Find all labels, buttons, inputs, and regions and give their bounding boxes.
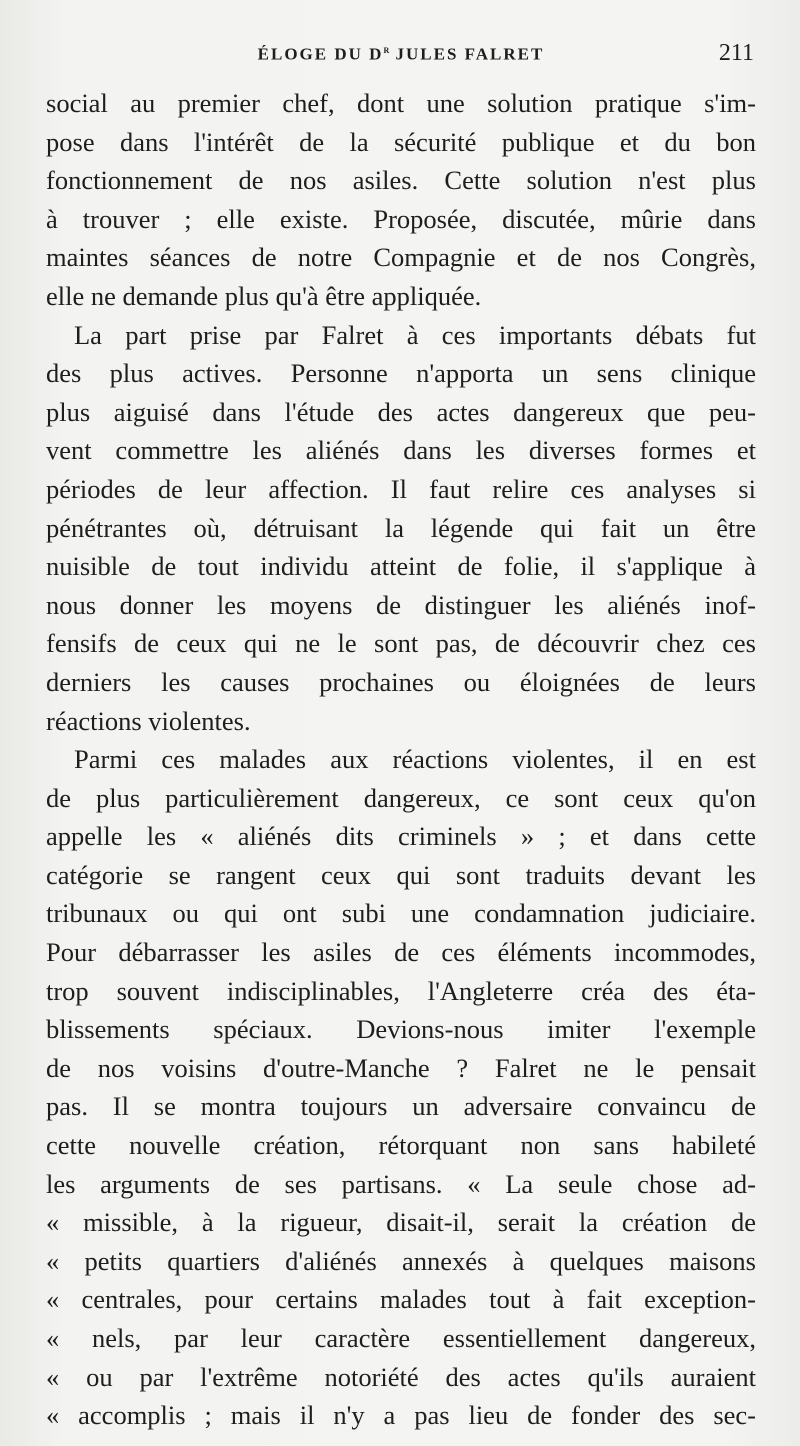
running-title-main: ÉLOGE DU D	[257, 44, 384, 64]
text-line: « petits quartiers d'aliénés annexés à quelques maisons	[46, 1245, 756, 1276]
text-line: derniers les causes prochaines ou éloignées de leurs	[46, 666, 756, 697]
text-line: Parmi ces malades aux réactions violentes, il en est	[74, 744, 756, 775]
text-line: de plus particulièrement dangereux, ce sont ceux qu'on	[46, 782, 756, 813]
text-line: « centrales, pour certains malades tout à fait exception-	[46, 1284, 756, 1315]
text-line: Pour débarrasser les asiles de ces éléments incommodes,	[46, 937, 756, 968]
text-line: trop souvent indisciplinables, l'Angleterre créa des éta-	[46, 975, 756, 1006]
body-text	[46, 84, 756, 1435]
text-line: fonctionnement de nos asiles. Cette solution n'est plus	[46, 165, 756, 196]
text-line: social au premier chef, dont une solution pratique s'im-	[46, 88, 756, 118]
text-line: « nels, par leur caractère essentiellement dangereux,	[46, 1323, 756, 1353]
page-header	[46, 38, 756, 78]
text-line: elle ne demande plus qu'à être appliquée.	[46, 280, 482, 311]
text-line: périodes de leur affection. Il faut relire ces analyses si	[46, 473, 756, 504]
text-line: nuisible de tout individu atteint de folie, il s'applique à	[46, 551, 756, 582]
text-line: appelle les « aliénés dits criminels » ; et dans cette	[46, 821, 756, 852]
running-title-superscript: r	[383, 44, 390, 56]
text-line: plus aiguisé dans l'étude des actes dangereux que peu-	[46, 396, 756, 427]
text-line: blissements spéciaux. Devions-nous imiter l'exemple	[46, 1014, 756, 1045]
running-title-rest: JULES FALRET	[389, 44, 545, 64]
text-line: fensifs de ceux qui ne le sont pas, de découvrir chez ces	[46, 628, 756, 659]
text-line: nous donner les moyens de distinguer les aliénés inof-	[46, 589, 756, 620]
text-line: les arguments de ses partisans. « La seule chose ad-	[46, 1168, 756, 1199]
text-line: réactions violentes.	[46, 705, 251, 736]
text-line: vent commettre les aliénés dans les diverses formes et	[46, 435, 756, 466]
text-line: catégorie se rangent ceux qui sont traduits devant les	[46, 859, 756, 890]
text-line: maintes séances de notre Compagnie et de nos Congrès,	[46, 242, 756, 273]
text-line: tribunaux ou qui ont subi une condamnation judiciaire.	[46, 898, 756, 929]
text-line: pénétrantes où, détruisant la légende qui fait un être	[46, 512, 756, 543]
text-line: « ou par l'extrême notoriété des actes qu'ils auraient	[46, 1361, 756, 1392]
text-line: de nos voisins d'outre-Manche ? Falret ne le pensait	[46, 1052, 756, 1083]
text-line: La part prise par Falret à ces importants débats fut	[74, 319, 756, 350]
text-line: pas. Il se montra toujours un adversaire convaincu de	[46, 1091, 756, 1122]
text-line: à trouver ; elle existe. Proposée, discutée, mûrie dans	[46, 203, 756, 234]
text-line: cette nouvelle création, rétorquant non sans habileté	[46, 1130, 756, 1161]
text-line: des plus actives. Personne n'apporta un sens clinique	[46, 358, 756, 389]
page-number: 211	[718, 40, 754, 66]
text-line: pose dans l'intérêt de la sécurité publique et du bon	[46, 126, 756, 157]
text-line: « missible, à la rigueur, disait-il, serait la création de	[46, 1207, 756, 1238]
text-line: « accomplis ; mais il n'y a pas lieu de fonder des sec-	[46, 1400, 756, 1431]
running-title	[46, 44, 756, 65]
